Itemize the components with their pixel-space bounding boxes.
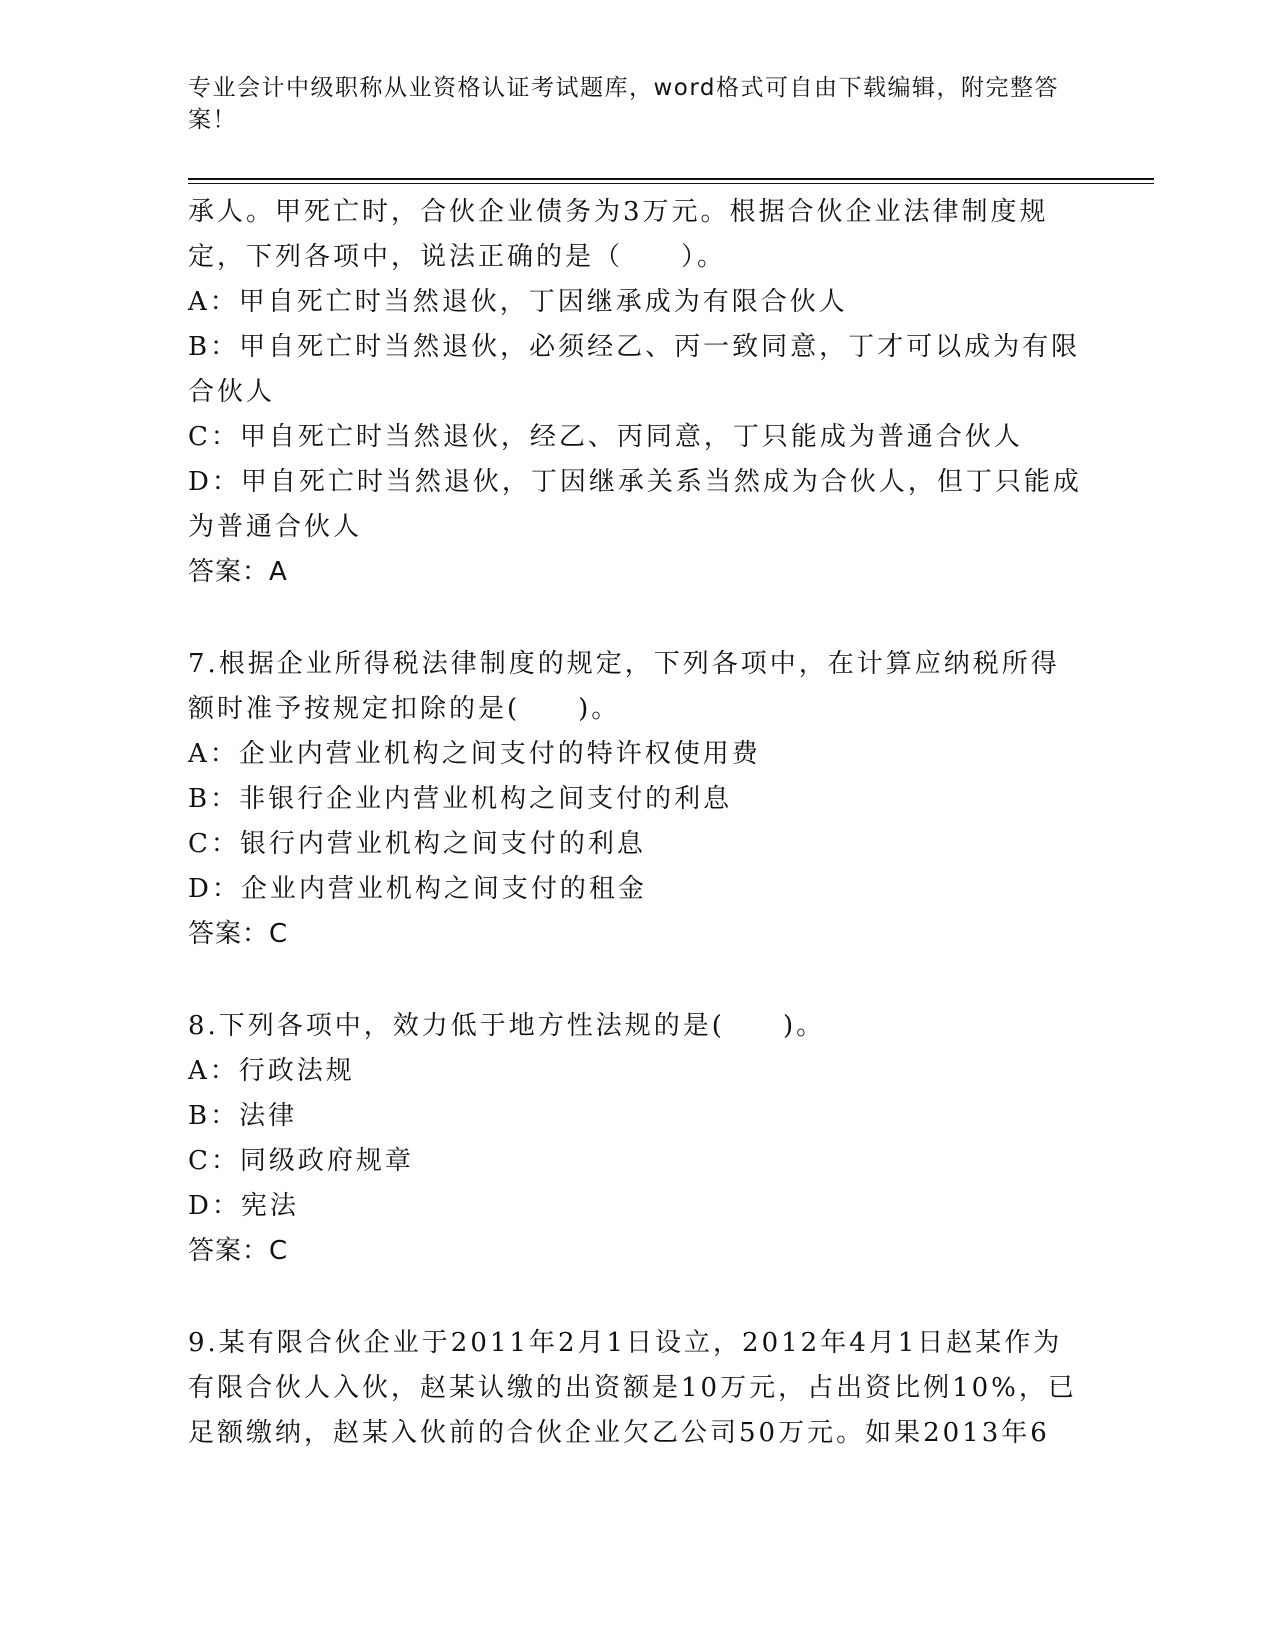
- question-9: [188, 1321, 1077, 1456]
- option-b: B：甲自死亡时当然退伙，必须经乙、丙一致同意，丁才可以成为有限: [188, 332, 1081, 362]
- header-rule-thin: [188, 183, 1154, 184]
- option-b: B：非银行企业内营业机构之间支付的利息: [188, 784, 733, 814]
- question-stem-line: 有限合伙人入伙，赵某认缴的出资额是10万元，占出资比例10%，已: [188, 1373, 1077, 1403]
- option-c: C：甲自死亡时当然退伙，经乙、丙同意，丁只能成为普通合伙人: [188, 422, 1023, 452]
- question-stem-line: 足额缴纳，赵某入伙前的合伙企业欠乙公司50万元。如果2013年6: [188, 1418, 1050, 1448]
- option-d: D：企业内营业机构之间支付的租金: [188, 874, 647, 904]
- option-a: A：行政法规: [188, 1056, 355, 1086]
- question-stem-line: 定，下列各项中，说法正确的是（ ）。: [188, 242, 727, 272]
- option-d: D：宪法: [188, 1191, 299, 1221]
- question-6: [188, 190, 1082, 595]
- option-d-continued: 为普通合伙人: [188, 512, 363, 542]
- answer: 答案：C: [188, 919, 289, 949]
- option-a: A：企业内营业机构之间支付的特许权使用费: [188, 739, 761, 769]
- option-b: B：法律: [188, 1101, 298, 1131]
- option-b-continued: 合伙人: [188, 377, 276, 407]
- question-body: [188, 190, 1082, 1456]
- question-7: [188, 642, 1068, 957]
- header-rule: [188, 178, 1154, 180]
- question-stem-line: 7.根据企业所得税法律制度的规定，下列各项中，在计算应纳税所得: [188, 649, 1060, 679]
- answer: 答案：C: [188, 1236, 289, 1266]
- option-d: D：甲自死亡时当然退伙，丁因继承关系当然成为合伙人，但丁只能成: [188, 467, 1082, 497]
- option-c: C：同级政府规章: [188, 1146, 414, 1176]
- answer: 答案：A: [188, 557, 288, 587]
- option-c: C：银行内营业机构之间支付的利息: [188, 829, 646, 859]
- option-a: A：甲自死亡时当然退伙，丁因继承成为有限合伙人: [188, 287, 848, 317]
- question-stem-line: 承人。甲死亡时，合伙企业债务为3万元。根据合伙企业法律制度规: [188, 197, 1049, 227]
- question-stem-line: 9.某有限合伙企业于2011年2月1日设立，2012年4月1日赵某作为: [188, 1328, 1063, 1358]
- page-header: 专业会计中级职称从业资格认证考试题库，word格式可自由下载编辑，附完整答案！: [188, 75, 1060, 133]
- question-8: [188, 1004, 1068, 1274]
- question-stem: 8.下列各项中，效力低于地方性法规的是( )。: [188, 1011, 826, 1041]
- question-stem-line: 额时准予按规定扣除的是( )。: [188, 694, 621, 724]
